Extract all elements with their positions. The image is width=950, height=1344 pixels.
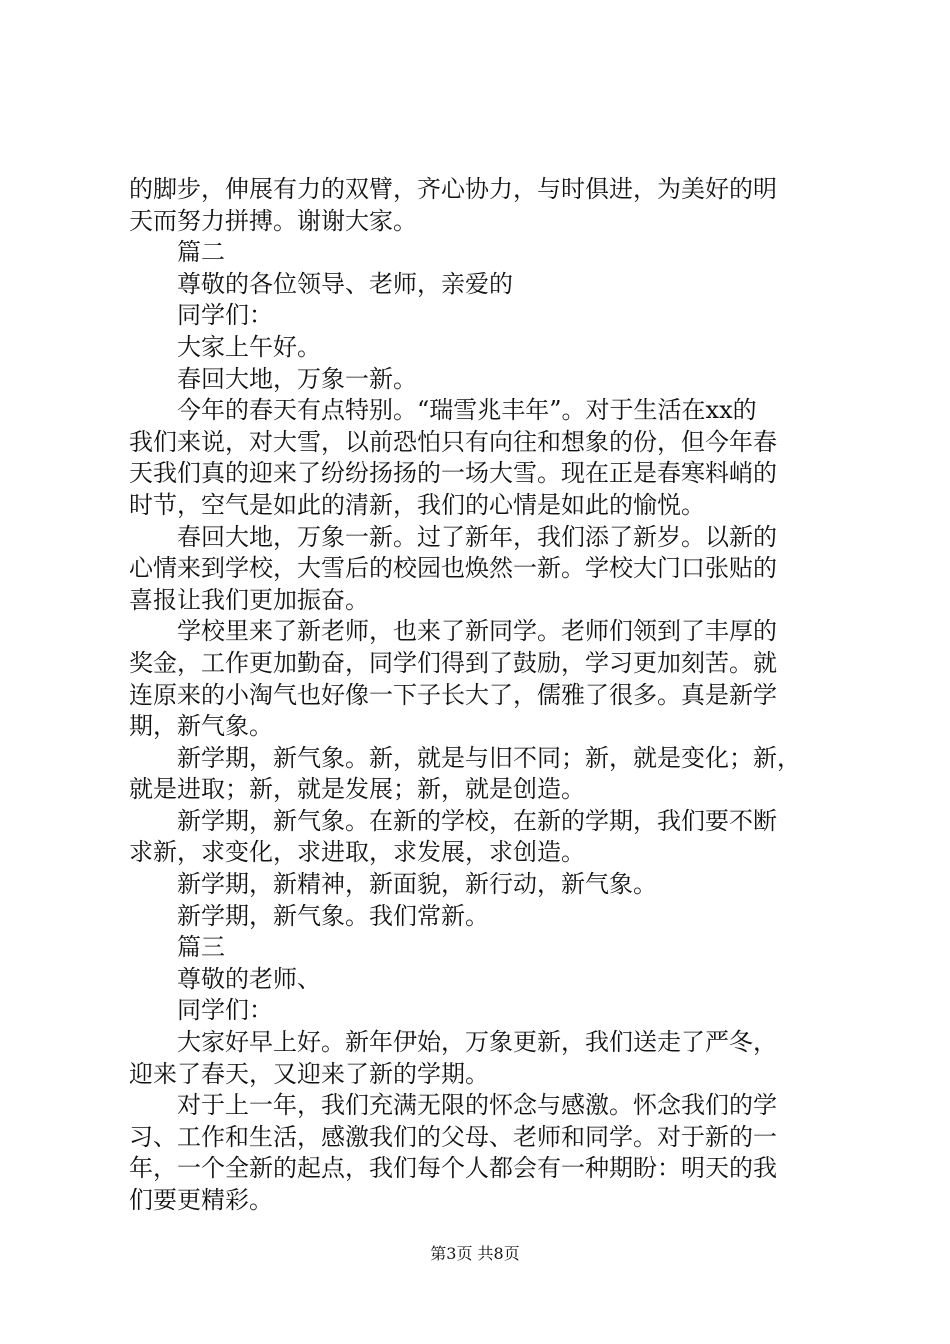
text-line: 篇三	[177, 933, 225, 962]
text-line: 喜报让我们更加振奋。	[129, 585, 369, 614]
text-line: 迎来了春天，又迎来了新的学期。	[129, 1059, 489, 1088]
text-line: 春回大地，万象一新。	[177, 364, 417, 393]
text-line: 春回大地，万象一新。过了新年，我们添了新岁。以新的	[177, 522, 777, 551]
page-footer: 第3页 共8页	[430, 1244, 520, 1263]
text-line: 大家好早上好。新年伊始，万象更新，我们送走了严冬，	[177, 1028, 777, 1057]
text-line: 习、工作和生活，感激我们的父母、老师和同学。对于新的一	[129, 1122, 777, 1151]
text-line: 对于上一年，我们充满无限的怀念与感激。怀念我们的学	[177, 1091, 777, 1120]
text-line: 我们来说，对大雪，以前恐怕只有向往和想象的份，但今年春	[129, 427, 777, 456]
document-body	[129, 174, 829, 1217]
text-line: 学校里来了新老师，也来了新同学。老师们领到了丰厚的	[177, 617, 777, 646]
text-line: 期，新气象。	[129, 712, 273, 741]
text-line: 们要更精彩。	[129, 1186, 273, 1214]
text-line: 大家上午好。	[177, 332, 321, 361]
text-line: 尊敬的各位领导、老师，亲爱的	[177, 269, 513, 298]
text-line: 新学期，新精神，新面貌，新行动，新气象。	[177, 870, 657, 899]
text-line: 奖金，工作更加勤奋，同学们得到了鼓励，学习更加刻苦。就	[129, 648, 777, 677]
text-line: 连原来的小淘气也好像一下子长大了，儒雅了很多。真是新学	[129, 680, 777, 709]
text-line: 就是进取；新，就是发展；新，就是创造。	[129, 775, 585, 804]
text-line: 年，一个全新的起点，我们每个人都会有一种期盼：明天的我	[129, 1154, 777, 1183]
text-line: 天我们真的迎来了纷纷扬扬的一场大雪。现在正是春寒料峭的	[129, 459, 777, 488]
text-line: 求新，求变化，求进取，求发展，求创造。	[129, 838, 585, 867]
text-line: 新学期，新气象。在新的学校，在新的学期，我们要不断	[177, 806, 777, 835]
text-line: 同学们：	[177, 996, 273, 1025]
text-line: 篇二	[177, 238, 225, 267]
text-line: 心情来到学校，大雪后的校园也焕然一新。学校大门口张贴的	[129, 554, 777, 583]
text-line: 时节，空气是如此的清新，我们的心情是如此的愉悦。	[129, 490, 705, 519]
text-line: 新学期，新气象。新，就是与旧不同；新，就是变化；新，	[177, 743, 801, 772]
text-line: 的脚步，伸展有力的双臂，齐心协力，与时俱进，为美好的明	[129, 175, 777, 203]
text-line: 尊敬的老师、	[177, 964, 321, 993]
text-line: 新学期，新气象。我们常新。	[177, 901, 489, 930]
text-line: 今年的春天有点特别。“瑞雪兆丰年”。对于生活在xx的	[177, 396, 757, 425]
text-line: 同学们：	[177, 301, 273, 330]
text-line: 天而努力拼搏。谢谢大家。	[129, 206, 417, 235]
